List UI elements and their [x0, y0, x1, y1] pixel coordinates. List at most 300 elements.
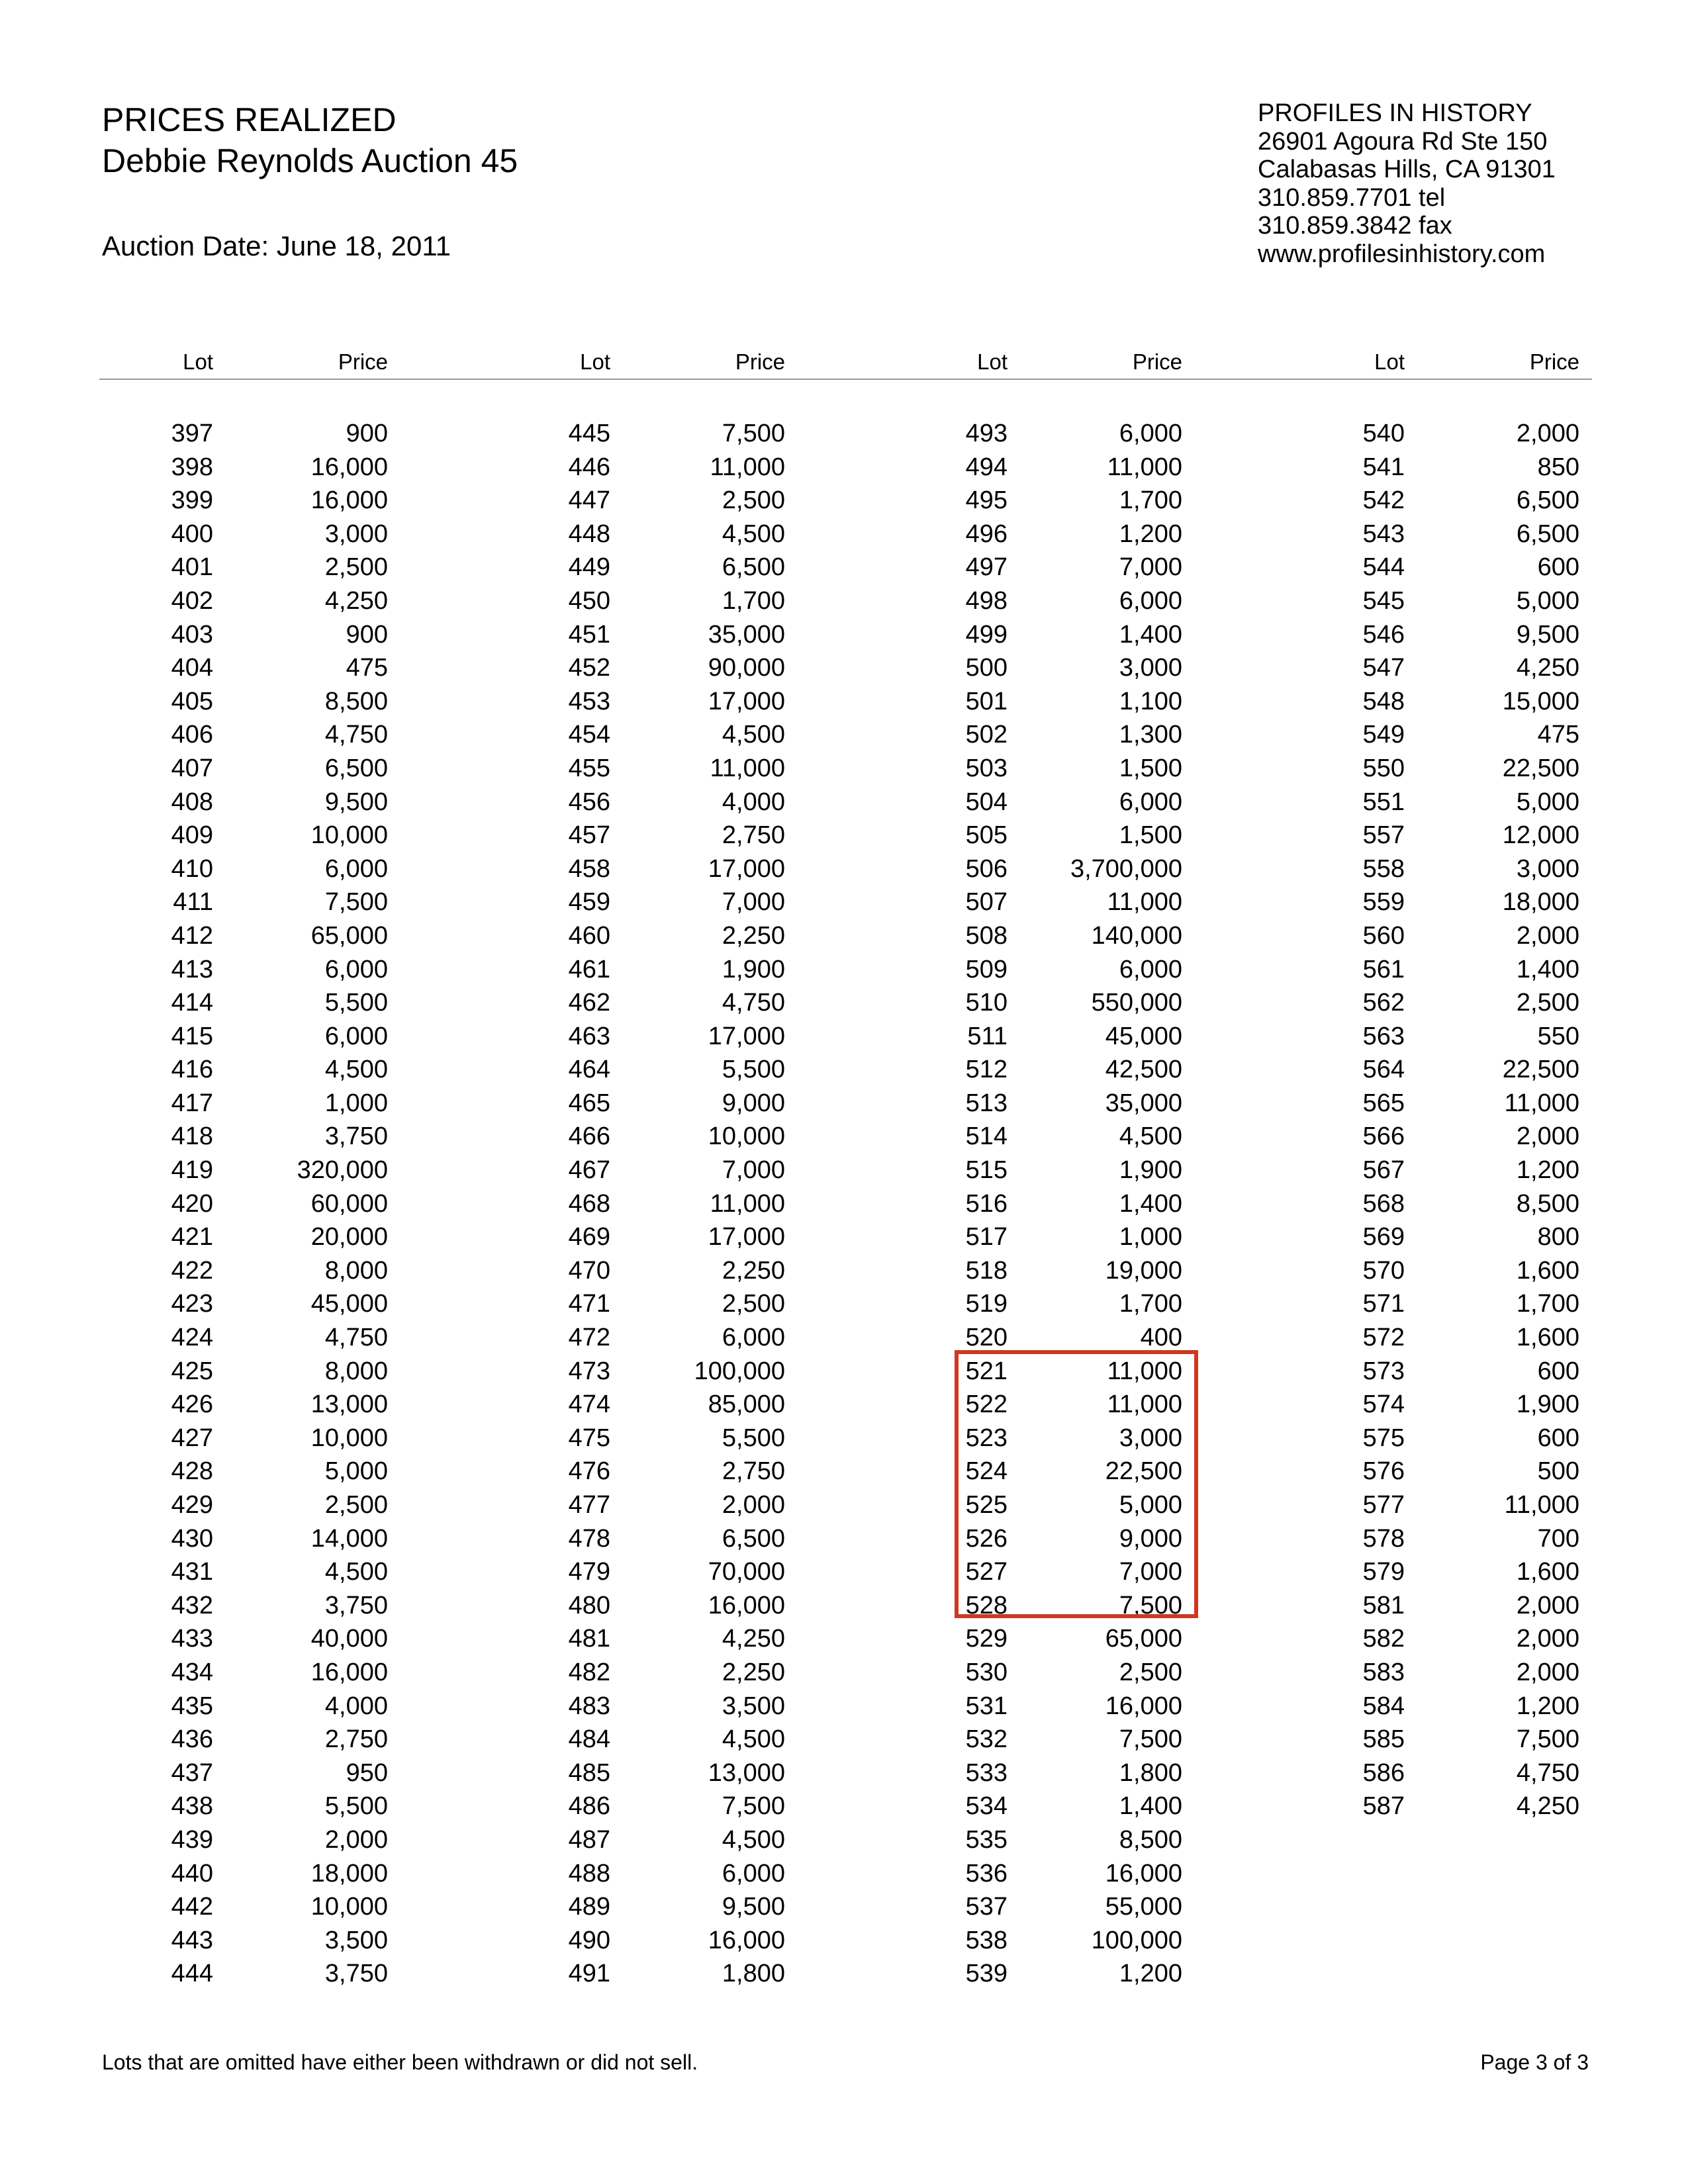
lot-number: 461: [568, 955, 610, 983]
table-row: [99, 718, 404, 752]
company-name: PROFILES IN HISTORY: [1258, 99, 1532, 127]
table-row: [99, 1087, 404, 1120]
lot-number: 524: [965, 1457, 1008, 1486]
price-value: 500: [1537, 1457, 1579, 1486]
table-row: [1291, 1154, 1595, 1187]
lot-number: 445: [568, 420, 610, 447]
table-row: [496, 1154, 801, 1187]
price-value: 4,500: [722, 1825, 785, 1854]
table-row: [1291, 1656, 1595, 1690]
lot-number: 506: [965, 854, 1008, 883]
lot-number: 523: [965, 1424, 1008, 1452]
price-value: 12,000: [1502, 821, 1579, 850]
lot-column-header: Lot: [183, 349, 213, 374]
price-value: 19,000: [1105, 1256, 1182, 1285]
table-row: [894, 1890, 1198, 1924]
price-value: 1,400: [1119, 1792, 1182, 1821]
table-row: [99, 1857, 404, 1891]
price-value: 1,800: [722, 1960, 785, 1988]
price-value: 1,200: [1119, 520, 1182, 548]
table-row: [1291, 819, 1595, 852]
table-row: [1291, 1321, 1595, 1355]
lot-number: 571: [1362, 1290, 1405, 1318]
table-row: [1291, 718, 1595, 752]
price-value: 10,000: [708, 1122, 785, 1151]
price-value: 1,000: [324, 1089, 388, 1117]
lot-number: 460: [568, 921, 610, 950]
price-value: 7,500: [1119, 1725, 1182, 1754]
price-value: 2,000: [1516, 1658, 1579, 1686]
lot-number: 527: [965, 1558, 1008, 1586]
price-value: 2,250: [722, 1658, 785, 1686]
lot-number: 499: [965, 620, 1008, 649]
table-row: [99, 1120, 404, 1154]
lot-number: 501: [965, 687, 1008, 715]
table-row: [1291, 551, 1595, 584]
table-row: [99, 1589, 404, 1623]
price-value: 11,000: [1107, 1390, 1182, 1419]
table-row: [99, 953, 404, 987]
price-value: 4,500: [324, 1056, 388, 1084]
table-row: [1291, 1053, 1595, 1087]
price-value: 65,000: [1105, 1625, 1182, 1653]
table-row: [496, 651, 801, 685]
price-value: 7,000: [722, 1156, 785, 1185]
price-column-group: [1291, 417, 1595, 1823]
table-row: [99, 1020, 404, 1054]
price-value: 6,000: [722, 1859, 785, 1888]
table-row: [894, 1154, 1198, 1187]
price-value: 16,000: [708, 1591, 785, 1619]
lot-number: 546: [1362, 620, 1405, 649]
table-row: [99, 1924, 404, 1958]
table-row: [496, 551, 801, 584]
lot-number: 573: [1362, 1357, 1405, 1385]
lot-number: 548: [1362, 687, 1405, 715]
lot-number: 473: [568, 1357, 610, 1385]
lot-number: 576: [1362, 1457, 1405, 1486]
price-value: 10,000: [310, 821, 388, 850]
lot-number: 521: [965, 1357, 1008, 1385]
table-row: [894, 1220, 1198, 1254]
lot-number: 399: [171, 486, 213, 515]
lot-number: 471: [568, 1290, 610, 1318]
lot-number: 435: [171, 1692, 213, 1720]
price-value: 475: [346, 654, 388, 682]
lot-number: 432: [171, 1591, 213, 1619]
table-row: [1291, 484, 1595, 518]
price-value: 20,000: [310, 1223, 388, 1251]
page-title: PRICES REALIZED: [102, 101, 397, 138]
lot-number: 508: [965, 921, 1008, 950]
lot-number: 469: [568, 1223, 610, 1251]
price-value: 8,500: [324, 687, 388, 715]
price-value: 2,500: [722, 486, 785, 515]
lot-number: 511: [967, 1022, 1008, 1050]
table-row: [894, 584, 1198, 618]
lot-number: 416: [171, 1056, 213, 1084]
table-row: [99, 1555, 404, 1589]
table-row: [894, 651, 1198, 685]
table-row: [1291, 986, 1595, 1020]
table-row: [1291, 518, 1595, 551]
price-column-header: Price: [338, 349, 388, 374]
table-row: [894, 1254, 1198, 1288]
price-value: 1,900: [1119, 1156, 1182, 1185]
table-row: [496, 1790, 801, 1823]
price-value: 9,500: [324, 788, 388, 816]
price-column-group: [894, 417, 1198, 1991]
table-row: [496, 919, 801, 953]
lot-number: 433: [171, 1625, 213, 1653]
lot-number: 448: [568, 520, 610, 548]
table-row: [496, 1355, 801, 1388]
price-value: 6,000: [324, 1022, 388, 1050]
table-row: [99, 786, 404, 819]
lot-number: 529: [965, 1625, 1008, 1653]
lot-number: 560: [1362, 921, 1405, 950]
price-value: 11,000: [1107, 1357, 1182, 1385]
lot-number: 504: [965, 788, 1008, 816]
table-row: [1291, 919, 1595, 953]
table-row: [894, 518, 1198, 551]
price-column-header: Price: [1529, 349, 1579, 374]
lot-number: 440: [171, 1859, 213, 1888]
table-row: [1291, 852, 1595, 886]
price-value: 6,000: [1119, 586, 1182, 615]
table-row: [496, 786, 801, 819]
lot-number: 507: [965, 888, 1008, 917]
lot-number: 417: [171, 1089, 213, 1117]
price-value: 1,100: [1119, 687, 1182, 715]
price-value: 950: [346, 1758, 388, 1787]
price-value: 10,000: [310, 1893, 388, 1921]
lot-number: 436: [171, 1725, 213, 1754]
lot-number: 519: [965, 1290, 1008, 1318]
lot-number: 439: [171, 1825, 213, 1854]
table-row: [1291, 1622, 1595, 1656]
table-row: [894, 1690, 1198, 1723]
lot-number: 462: [568, 989, 610, 1017]
price-value: 4,500: [324, 1558, 388, 1586]
table-row: [99, 551, 404, 584]
table-row: [496, 819, 801, 852]
price-value: 850: [1537, 453, 1579, 481]
table-row: [894, 852, 1198, 886]
price-value: 6,500: [722, 1524, 785, 1553]
table-row: [1291, 1690, 1595, 1723]
price-value: 400: [1140, 1324, 1182, 1352]
table-row: [99, 1823, 404, 1857]
lot-number: 408: [171, 788, 213, 816]
price-value: 3,750: [324, 1591, 388, 1619]
price-value: 1,700: [1516, 1290, 1579, 1318]
lot-column-header: Lot: [580, 349, 610, 374]
table-row: [99, 1488, 404, 1522]
lot-number: 491: [568, 1960, 610, 1988]
table-row: [99, 417, 404, 451]
lot-number: 412: [171, 921, 213, 950]
table-row: [1291, 1455, 1595, 1488]
lot-number: 472: [568, 1324, 610, 1352]
table-row: [496, 451, 801, 484]
lot-number: 406: [171, 721, 213, 749]
table-row: [99, 919, 404, 953]
table-row: [99, 484, 404, 518]
table-row: [99, 886, 404, 919]
table-row: [496, 1890, 801, 1924]
lot-number: 584: [1362, 1692, 1405, 1720]
price-value: 16,000: [310, 453, 388, 481]
table-row: [496, 1254, 801, 1288]
table-row: [99, 1355, 404, 1388]
lot-number: 425: [171, 1357, 213, 1385]
lot-number: 443: [171, 1926, 213, 1954]
price-value: 7,000: [722, 888, 785, 917]
price-value: 6,500: [1516, 520, 1579, 548]
price-value: 9,500: [722, 1893, 785, 1921]
price-value: 35,000: [708, 620, 785, 649]
price-value: 4,500: [722, 1725, 785, 1754]
table-row: [496, 1690, 801, 1723]
lot-number: 404: [171, 654, 213, 682]
price-column-header: Price: [735, 349, 785, 374]
lot-number: 575: [1362, 1424, 1405, 1452]
price-value: 1,500: [1119, 821, 1182, 850]
price-value: 6,500: [324, 754, 388, 782]
lot-number: 442: [171, 1893, 213, 1921]
lot-number: 551: [1362, 788, 1405, 816]
lot-column-header: Lot: [1374, 349, 1405, 374]
price-value: 100,000: [1091, 1926, 1182, 1954]
lot-number: 581: [1362, 1591, 1405, 1619]
price-value: 1,200: [1119, 1960, 1182, 1988]
lot-number: 533: [965, 1758, 1008, 1787]
price-value: 1,900: [722, 955, 785, 983]
table-row: [894, 1087, 1198, 1120]
price-value: 1,700: [1119, 486, 1182, 515]
table-row: [1291, 752, 1595, 786]
table-row: [99, 1422, 404, 1455]
lot-number: 446: [568, 453, 610, 481]
lot-number: 587: [1362, 1792, 1405, 1821]
lot-number: 525: [965, 1491, 1008, 1519]
table-row: [496, 1187, 801, 1221]
price-value: 16,000: [310, 1658, 388, 1686]
lot-number: 483: [568, 1692, 610, 1720]
table-row: [1291, 1254, 1595, 1288]
lot-number: 572: [1362, 1324, 1405, 1352]
lot-number: 568: [1362, 1189, 1405, 1218]
price-value: 5,500: [722, 1424, 785, 1452]
lot-number: 495: [965, 486, 1008, 515]
lot-number: 543: [1362, 520, 1405, 548]
price-value: 4,000: [324, 1692, 388, 1720]
lot-number: 458: [568, 854, 610, 883]
table-row: [894, 1756, 1198, 1790]
price-value: 9,000: [1119, 1524, 1182, 1553]
lot-number: 509: [965, 955, 1008, 983]
table-row: [894, 1823, 1198, 1857]
table-row: [894, 1790, 1198, 1823]
lot-number: 479: [568, 1558, 610, 1586]
price-value: 55,000: [1105, 1893, 1182, 1921]
price-value: 100,000: [694, 1357, 785, 1385]
price-value: 4,500: [1119, 1122, 1182, 1151]
lot-number: 424: [171, 1324, 213, 1352]
lot-number: 470: [568, 1256, 610, 1285]
lot-number: 538: [965, 1926, 1008, 1954]
table-row: [496, 1220, 801, 1254]
lot-number: 429: [171, 1491, 213, 1519]
lot-number: 561: [1362, 955, 1405, 983]
lot-column-header: Lot: [977, 349, 1008, 374]
table-row: [496, 1488, 801, 1522]
lot-number: 514: [965, 1122, 1008, 1151]
lot-number: 569: [1362, 1223, 1405, 1251]
lot-number: 418: [171, 1122, 213, 1151]
lot-number: 437: [171, 1758, 213, 1787]
lot-number: 447: [568, 486, 610, 515]
highlight-box: [955, 1350, 1198, 1618]
table-row: [1291, 953, 1595, 987]
price-value: 900: [346, 420, 388, 447]
lot-number: 480: [568, 1591, 610, 1619]
table-row: [1291, 786, 1595, 819]
table-row: [1291, 1220, 1595, 1254]
price-value: 4,500: [722, 721, 785, 749]
lot-number: 398: [171, 453, 213, 481]
price-value: 22,500: [1105, 1457, 1182, 1486]
table-row: [894, 718, 1198, 752]
price-value: 6,500: [722, 553, 785, 582]
price-value: 7,000: [1119, 1558, 1182, 1586]
table-row: [1291, 1555, 1595, 1589]
table-row: [894, 953, 1198, 987]
table-row: [1291, 1723, 1595, 1756]
price-value: 2,250: [722, 1256, 785, 1285]
price-value: 7,000: [1119, 553, 1182, 582]
price-value: 17,000: [708, 854, 785, 883]
lot-number: 422: [171, 1256, 213, 1285]
lot-number: 450: [568, 586, 610, 615]
table-row: [99, 618, 404, 652]
table-row: [99, 819, 404, 852]
table-row: [496, 1589, 801, 1623]
lot-number: 578: [1362, 1524, 1405, 1553]
table-row: [99, 451, 404, 484]
price-value: 6,000: [324, 955, 388, 983]
price-value: 4,250: [1516, 1792, 1579, 1821]
table-row: [1291, 1422, 1595, 1455]
lot-number: 550: [1362, 754, 1405, 782]
price-value: 5,500: [324, 989, 388, 1017]
table-row: [894, 1287, 1198, 1321]
lot-number: 474: [568, 1390, 610, 1419]
table-row: [496, 1723, 801, 1756]
table-row: [496, 1656, 801, 1690]
table-row: [99, 986, 404, 1020]
lot-number: 465: [568, 1089, 610, 1117]
table-row: [99, 1321, 404, 1355]
table-row: [99, 685, 404, 719]
price-value: 4,250: [324, 586, 388, 615]
table-row: [1291, 584, 1595, 618]
price-value: 4,250: [1516, 654, 1579, 682]
lot-number: 570: [1362, 1256, 1405, 1285]
price-value: 4,250: [722, 1625, 785, 1653]
table-row: [496, 1522, 801, 1556]
lot-number: 520: [965, 1324, 1008, 1352]
table-row: [1291, 1488, 1595, 1522]
table-row: [99, 1287, 404, 1321]
lot-number: 467: [568, 1156, 610, 1185]
price-value: 5,500: [722, 1056, 785, 1084]
lot-number: 481: [568, 1625, 610, 1653]
price-value: 70,000: [708, 1558, 785, 1586]
price-value: 2,500: [324, 553, 388, 582]
table-row: [894, 1957, 1198, 1991]
lot-number: 586: [1362, 1758, 1405, 1787]
table-row: [99, 1957, 404, 1991]
price-value: 2,000: [324, 1825, 388, 1854]
table-row: [496, 1857, 801, 1891]
lot-number: 585: [1362, 1725, 1405, 1754]
price-value: 16,000: [310, 486, 388, 515]
header-divider: [99, 379, 1592, 380]
table-row: [894, 1187, 1198, 1221]
lot-number: 411: [173, 888, 213, 917]
price-value: 16,000: [1105, 1859, 1182, 1888]
lot-number: 409: [171, 821, 213, 850]
lot-number: 427: [171, 1424, 213, 1452]
lot-number: 513: [965, 1089, 1008, 1117]
lot-number: 557: [1362, 821, 1405, 850]
price-value: 5,000: [324, 1457, 388, 1486]
lot-number: 526: [965, 1524, 1008, 1553]
price-value: 6,000: [1119, 788, 1182, 816]
price-value: 1,500: [1119, 754, 1182, 782]
lot-number: 544: [1362, 553, 1405, 582]
price-value: 1,300: [1119, 721, 1182, 749]
price-value: 2,500: [722, 1290, 785, 1318]
lot-number: 414: [171, 989, 213, 1017]
price-value: 6,000: [722, 1324, 785, 1352]
company-address-block: [1258, 99, 1556, 268]
table-row: [1291, 1020, 1595, 1054]
price-value: 16,000: [1105, 1692, 1182, 1720]
lot-number: 545: [1362, 586, 1405, 615]
table-row: [496, 1388, 801, 1422]
lot-number: 542: [1362, 486, 1405, 515]
lot-number: 434: [171, 1658, 213, 1686]
price-value: 4,000: [722, 788, 785, 816]
table-row: [496, 1455, 801, 1488]
lot-number: 485: [568, 1758, 610, 1787]
lot-number: 402: [171, 586, 213, 615]
price-value: 2,500: [324, 1491, 388, 1519]
lot-number: 498: [965, 586, 1008, 615]
price-value: 2,750: [324, 1725, 388, 1754]
page-number: Page 3 of 3: [1480, 2050, 1589, 2074]
lot-number: 407: [171, 754, 213, 782]
price-value: 11,000: [710, 1189, 785, 1218]
price-value: 1,400: [1516, 955, 1579, 983]
table-row: [99, 1522, 404, 1556]
table-row: [496, 1924, 801, 1958]
table-row: [1291, 1187, 1595, 1221]
table-row: [99, 1053, 404, 1087]
